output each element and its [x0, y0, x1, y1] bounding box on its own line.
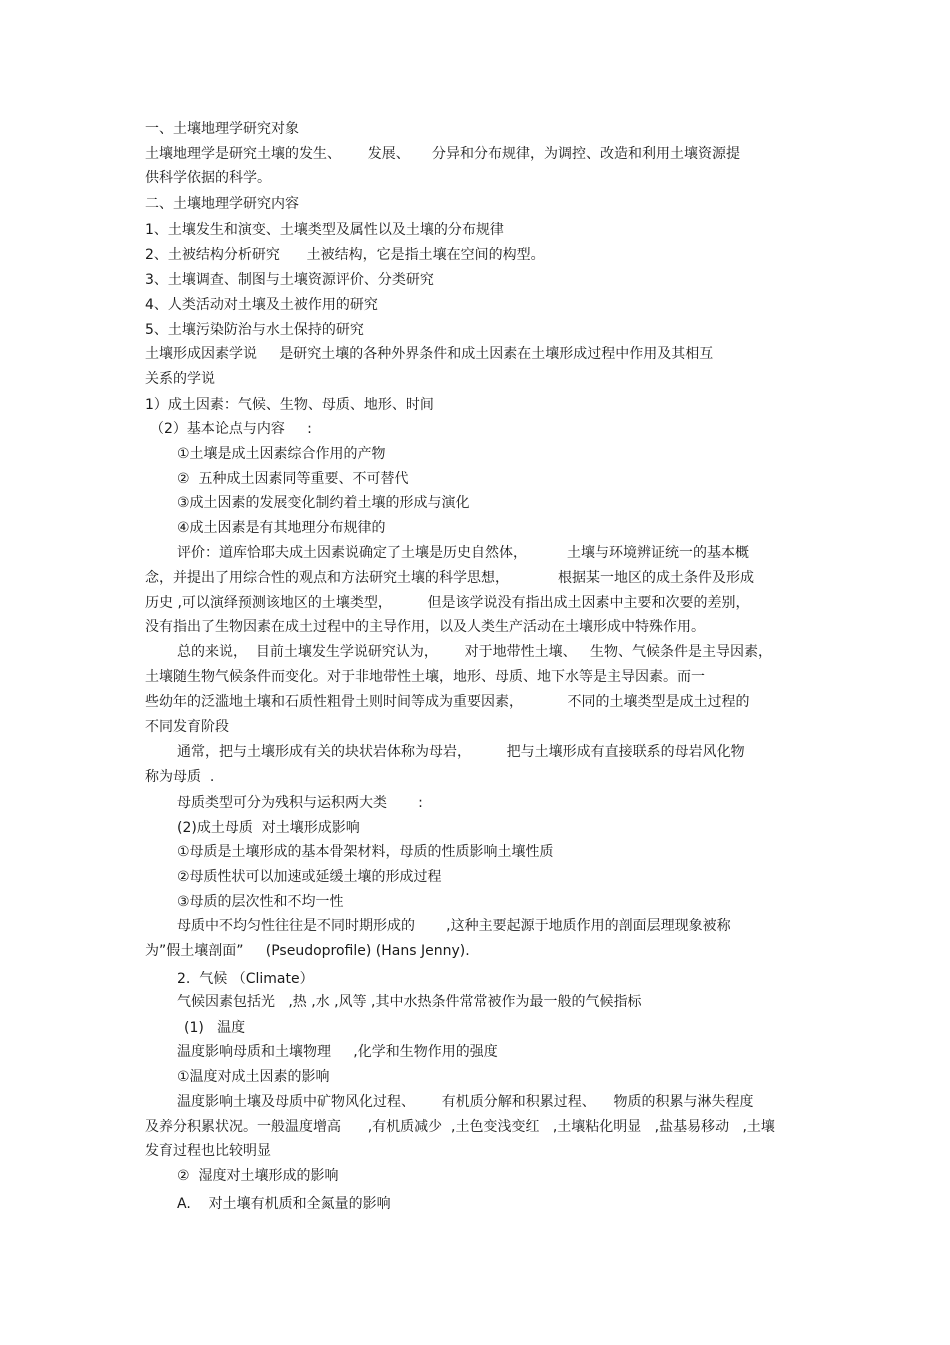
paragraph-line: 没有指出了生物因素在成土过程中的主导作用，以及人类生产活动在土壤形成中特殊作用。 [145, 619, 705, 635]
paragraph-line: 关系的学说 [145, 371, 215, 387]
list-item: （2）基本论点与内容 : [150, 421, 312, 437]
paragraph-line: 供科学依据的科学。 [145, 170, 271, 186]
paragraph-line: 母质中不均匀性往往是不同时期形成的 ,这种主要起源于地质作用的剖面层理现象被称 [177, 918, 731, 934]
list-item: ④成土因素是有其地理分布规律的 [177, 520, 386, 536]
paragraph-line: 评价：道库恰耶夫成土因素说确定了土壤是历史自然体， 土壤与环境辨证统一的基本概 [177, 545, 750, 561]
list-item: ①土壤是成土因素综合作用的产物 [177, 446, 386, 462]
paragraph-line: 及养分积累状况。一般温度增高 ,有机质减少 ,土色变浅变红 ,土壤粘化明显 ,盐基易移动 ,土壤 [145, 1119, 775, 1135]
list-item: ③成土因素的发展变化制约着土壤的形成与演化 [177, 495, 470, 511]
paragraph-line: 土壤形成因素学说 是研究土壤的各种外界条件和成土因素在土壤形成过程中作用及其相互 [145, 346, 714, 362]
paragraph-line: 温度影响母质和土壤物理 ,化学和生物作用的强度 [177, 1044, 498, 1060]
list-item: ②母质性状可以加速或延缓土壤的形成过程 [177, 869, 442, 885]
list-item: 5、土壤污染防治与水土保持的研究 [145, 322, 364, 338]
subheading: (1) 温度 [184, 1020, 246, 1036]
paragraph-line: 发育过程也比较明显 [145, 1143, 271, 1159]
paragraph-line: 土壤地理学是研究土壤的发生、 发展、 分异和分布规律，为调控、改造和利用土壤资源提 [145, 146, 740, 162]
paragraph-line: 为”假土壤剖面” (Pseudoprofile) (Hans Jenny). [145, 943, 470, 959]
paragraph-line: 念，并提出了用综合性的观点和方法研究土壤的科学思想， 根据某一地区的成土条件及形成 [145, 570, 754, 586]
paragraph-line: 称为母质 . [145, 769, 215, 785]
subheading: 2. 气候 （Climate） [177, 971, 314, 987]
paragraph-line: 气候因素包括光 ,热 ,水 ,风等 ,其中水热条件常常被作为最一般的气候指标 [177, 994, 642, 1010]
list-item: 2、土被结构分析研究 土被结构，它是指土壤在空间的构型。 [145, 247, 545, 263]
list-item: ③母质的层次性和不均一性 [177, 894, 344, 910]
list-item: ② 五种成土因素同等重要、不可替代 [177, 471, 409, 487]
paragraph-line: 通常，把与土壤形成有关的块状岩体称为母岩， 把与土壤形成有直接联系的母岩风化物 [177, 744, 745, 760]
list-item: ①母质是土壤形成的基本骨架材料，母质的性质影响土壤性质 [177, 844, 554, 860]
paragraph-line: 总的来说， 目前土壤发生学说研究认为， 对于地带性土壤、 生物、气候条件是主导因素， [177, 644, 772, 660]
paragraph-line: 土壤随生物气候条件而变化。对于非地带性土壤，地形、母质、地下水等是主导因素。而一 [145, 669, 705, 685]
list-item: 4、人类活动对土壤及土被作用的研究 [145, 297, 378, 313]
list-item: 1）成土因素：气候、生物、母质、地形、时间 [145, 397, 434, 413]
heading-research-content: 二、土壤地理学研究内容 [145, 196, 299, 212]
paragraph-line: 不同发育阶段 [145, 719, 229, 735]
heading-research-object: 一、土壤地理学研究对象 [145, 121, 299, 137]
paragraph-line: 些幼年的泛滥地土壤和石质性粗骨土则时间等成为重要因素， 不同的土壤类型是成土过程的 [145, 694, 750, 710]
list-item: A. 对土壤有机质和全氮量的影响 [177, 1196, 391, 1212]
paragraph-line: 历史 ,可以演绎预测该地区的土壤类型， 但是该学说没有指出成土因素中主要和次要的差别， [145, 595, 750, 611]
list-item: ② 湿度对土壤形成的影响 [177, 1168, 339, 1184]
list-item: ①温度对成土因素的影响 [177, 1069, 330, 1085]
paragraph-line: 母质类型可分为残积与运积两大类 : [177, 795, 423, 811]
paragraph-line: 温度影响土壤及母质中矿物风化过程、 有机质分解和积累过程、 物质的积累与淋失程度 [177, 1094, 754, 1110]
list-item: 3、土壤调查、制图与土壤资源评价、分类研究 [145, 272, 434, 288]
subheading: (2)成土母质 对土壤形成影响 [177, 820, 360, 836]
list-item: 1、土壤发生和演变、土壤类型及属性以及土壤的分布规律 [145, 222, 504, 238]
